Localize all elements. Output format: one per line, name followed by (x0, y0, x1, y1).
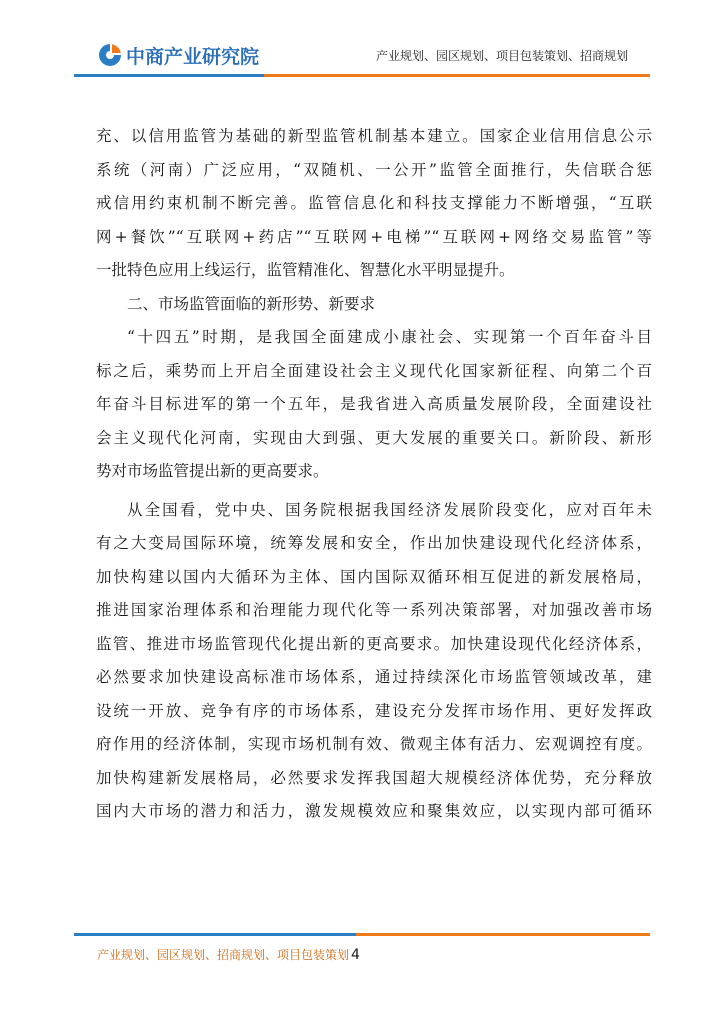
text-line: “十四五”时期，是我国全面建成小康社会、实现第一个百年奋斗目 (127, 328, 652, 346)
page-footer (97, 946, 360, 963)
brand-logo-icon (97, 42, 123, 68)
text-line: 戒信用约束机制不断完善。监管信息化和科技支撑能力不断增强，“互联 (96, 194, 652, 212)
paragraph (96, 321, 652, 489)
paragraph (96, 494, 652, 829)
page-header (0, 0, 724, 90)
logo-text: 中商产业研究院 (126, 45, 260, 68)
text-line: 推进国家治理体系和治理能力现代化等一系列决策部署，对加强改善市场 (96, 601, 652, 619)
footer-divider-orange (356, 933, 650, 936)
text-line: 有之大变局国际环境，统筹发展和安全，作出加快建设现代化经济体系， (96, 534, 652, 552)
text-line: 系统（河南）广泛应用，“双随机、一公开”监管全面推行，失信联合惩 (96, 160, 652, 179)
text-line: 府作用的经济体制，实现市场机制有效、微观主体有活力、宏观调控有度。 (96, 735, 652, 753)
text-line: 必然要求加快建设高标准市场体系，通过持续深化市场监管领域改革，建 (96, 668, 652, 686)
text-line: 会主义现代化河南，实现由大到强、更大发展的重要关口。新阶段、新形 (96, 428, 652, 447)
header-divider-orange (264, 74, 650, 77)
text-line: 设统一开放、竞争有序的市场体系，建设充分发挥市场作用、更好发挥政 (96, 701, 652, 720)
text-line: 年奋斗目标进军的第一个五年，是我省进入高质量发展阶段，全面建设社 (96, 395, 652, 413)
text-line: 网+餐饮”“互联网+药店”“互联网+电梯”“互联网+网络交易监管”等 (96, 227, 652, 246)
document-body (96, 120, 652, 829)
page-number: 4 (351, 947, 360, 963)
text-line: 国内大市场的潜力和活力，激发规模效应和聚集效应，以实现内部可循环 (96, 802, 652, 820)
footer-divider-blue (74, 933, 356, 936)
text-line: 充、以信用监管为基础的新型监管机制基本建立。国家企业信用信息公示 (96, 127, 652, 145)
text-line: 势对市场监管提出新的更高要求。 (96, 462, 329, 480)
text-line: 标之后，乘势而上开启全面建设社会主义现代化国家新征程、向第二个百 (96, 361, 652, 380)
paragraph (96, 120, 652, 288)
header-divider-blue (74, 74, 264, 77)
text-line: 一批特色应用上线运行，监管精准化、智慧化水平明显提升。 (96, 261, 515, 279)
section-heading: 二、市场监管面临的新形势、新要求 (127, 294, 376, 313)
text-line: 加快构建新发展格局，必然要求发挥我国超大规模经济体优势，充分释放 (96, 768, 652, 787)
text-line: 从全国看，党中央、国务院根据我国经济发展阶段变化，应对百年未 (127, 500, 652, 519)
logo (97, 40, 259, 70)
text-line: 加快构建以国内大循环为主体、国内国际双循环相互促进的新发展格局， (96, 567, 652, 586)
footer-slogan: 产业规划、园区规划、招商规划、项目包装策划 (97, 948, 350, 962)
text-line: 监管、推进市场监管现代化提出新的更高要求。加快建设现代化经济体系， (96, 634, 652, 653)
header-slogan: 产业规划、园区规划、项目包装策划、招商规划 (376, 49, 629, 63)
